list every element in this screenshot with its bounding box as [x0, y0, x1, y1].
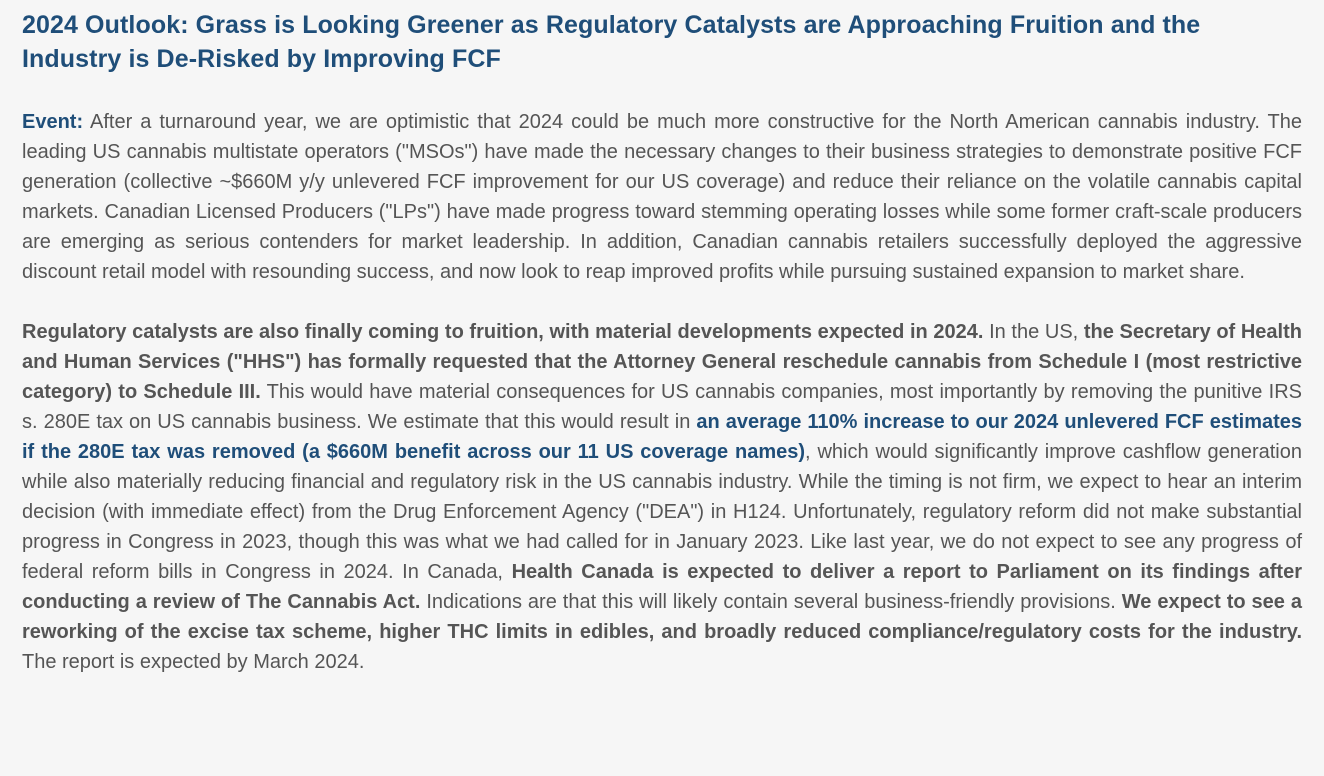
regulatory-text-2: This would have material consequences for US cannabis companies, most importantly by removing the punitive IRS s. 280E tax on US cannabis business. We estimate that this would result in: [22, 381, 1302, 433]
event-text: After a turnaround year, we are optimistic that 2024 could be much more constructive for the North American cannabis industry. The leading US cannabis multistate operators ("MSOs") have made the necessary changes to their business strategies to demonstrate positive FCF generation (collective ~$660M y/y unlevered FCF improvement for our US coverage) and reduce their reliance on the volatile cannabis capital markets. Canadian Licensed Producers ("LPs") have made progress toward stemming operating losses while some former craft-scale producers are emerging as serious contenders for market leadership. In addition, Canadian cannabis retailers successfully deployed the aggressive discount retail model with resounding success, and now look to reap improved profits while pursuing sustained expansion to market share.: [22, 111, 1302, 283]
excise-expectation-sentence: We expect to see a reworking of the excise tax scheme, higher THC limits in edibles, and broadly reduced compliance/regulatory costs for the industry.: [22, 591, 1302, 643]
event-paragraph: [22, 107, 1302, 287]
regulatory-text-5: The report is expected by March 2024.: [22, 651, 365, 673]
regulatory-lead-sentence: Regulatory catalysts are also finally coming to fruition, with material developments expected in 2024.: [22, 321, 984, 343]
fcf-estimate-highlight: an average 110% increase to our 2024 unlevered FCF estimates if the 280E tax was removed (a $660M benefit across our 11 US coverage names): [22, 411, 1303, 463]
regulatory-text-3: , which would significantly improve cashflow generation while also materially reducing financial and regulatory risk in the US cannabis industry. While the timing is not firm, we expect to hear an interim decision (with immediate effect) from the Drug Enforcement Agency ("DEA") in H124. Unfortunately, regulatory reform did not make substantial progress in Congress in 2023, though this was what we had called for in January 2023. Like last year, we do not expect to see any progress of federal reform bills in Congress in 2024. In Canada,: [22, 441, 1302, 583]
event-label: Event:: [22, 111, 84, 133]
page-title: 2024 Outlook: Grass is Looking Greener as Regulatory Catalysts are Approaching Fruition and the Industry is De-Risked by Improving FCF: [22, 11, 1201, 73]
regulatory-text-4: Indications are that this will likely contain several business-friendly provisions.: [420, 591, 1122, 613]
hhs-request-sentence: the Secretary of Health and Human Services ("HHS") has formally requested that the Attorney General reschedule cannabis from Schedule I (most restrictive category) to Schedule III.: [22, 321, 1302, 403]
regulatory-paragraph: [22, 317, 1302, 677]
regulatory-text-1: In the US,: [983, 321, 1084, 343]
health-canada-sentence: Health Canada is expected to deliver a report to Parliament on its findings after conducting a review of The Cannabis Act.: [22, 561, 1302, 613]
